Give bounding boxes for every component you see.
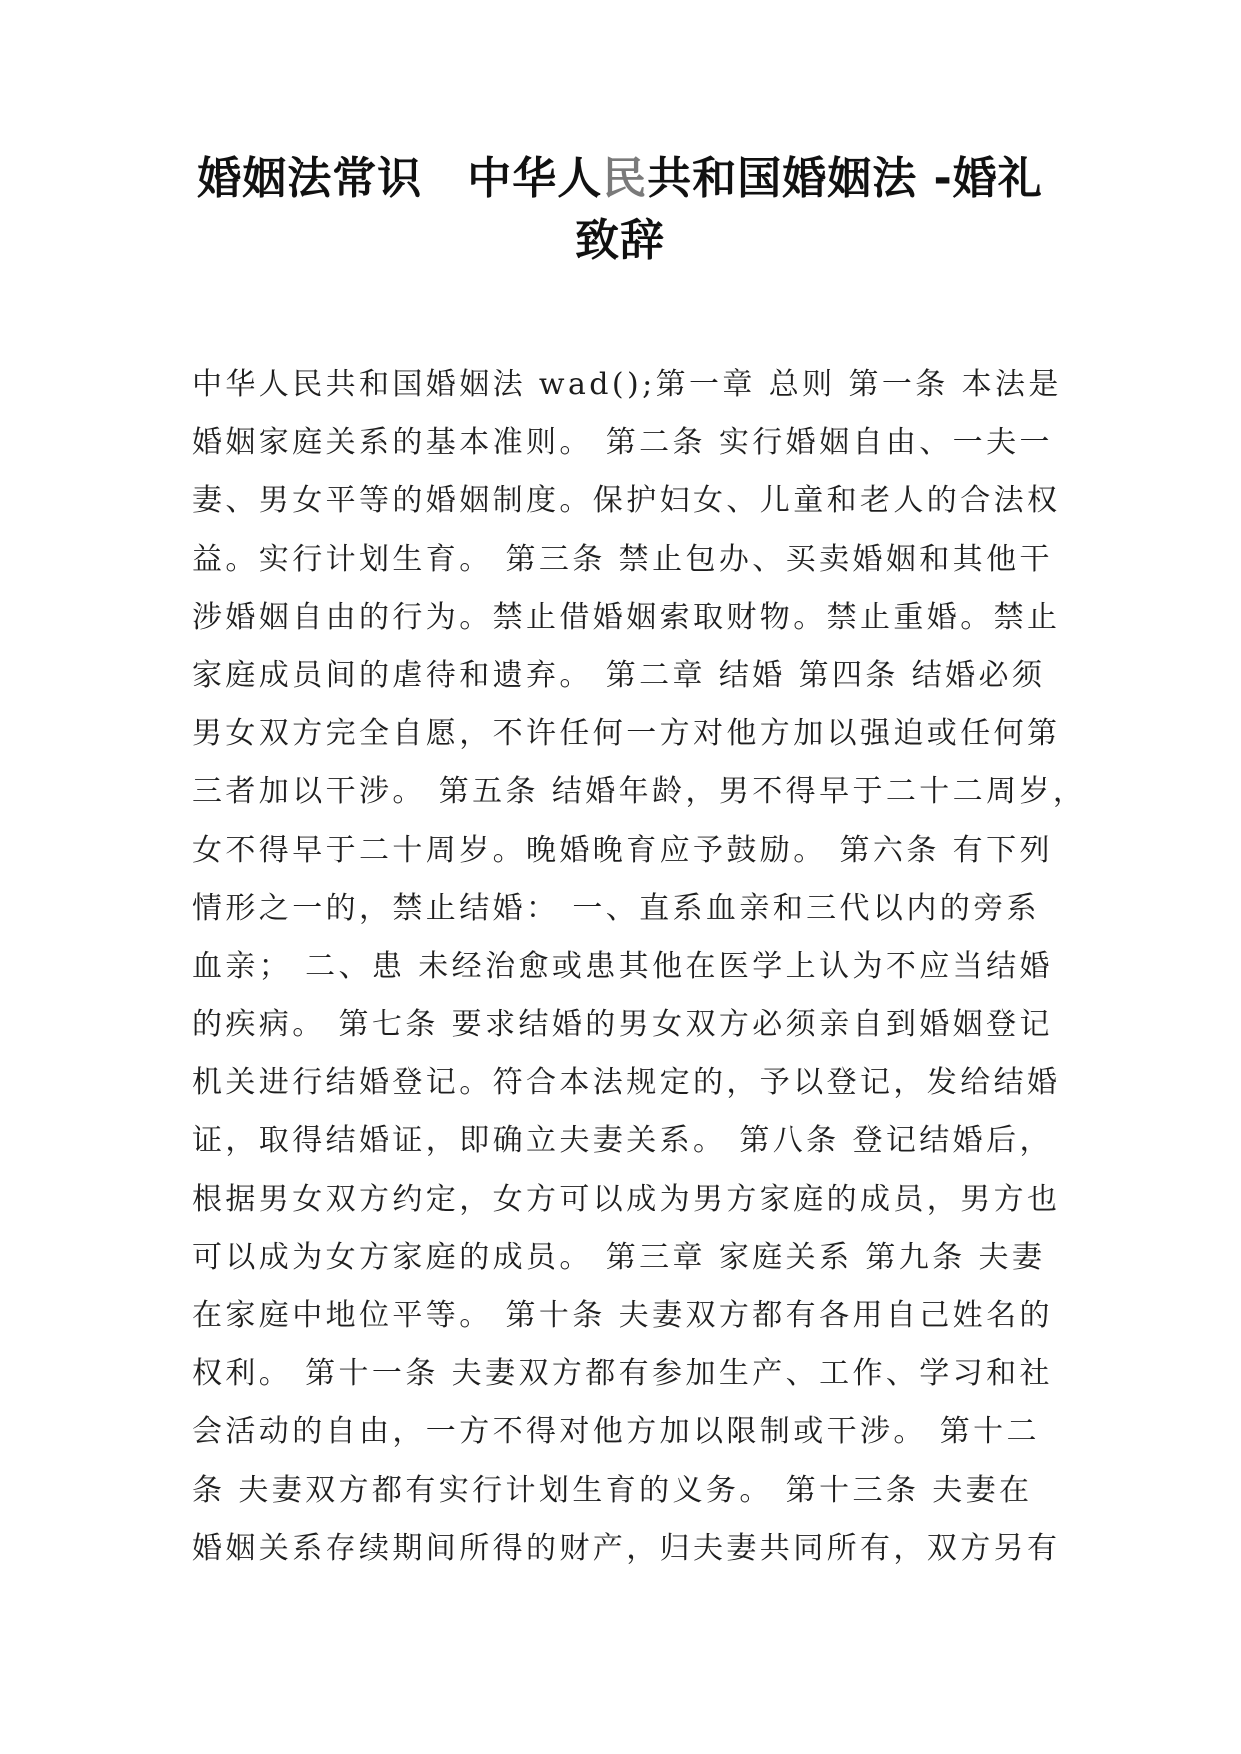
body-line: 条 夫妻双方都有实行计划生育的义务。 第十三条 夫妻在 xyxy=(192,1472,1033,1508)
body-line: 女不得早于二十周岁。晚婚晚育应予鼓励。 第六条 有下列 xyxy=(192,832,1053,868)
body-line: 可以成为女方家庭的成员。 第三章 家庭关系 第九条 夫妻 xyxy=(192,1239,1046,1275)
body-line: 的疾病。 第七条 要求结婚的男女双方必须亲自到婚姻登记 xyxy=(192,1007,1053,1043)
body-line: 三者加以干涉。 第五条 结婚年龄，男不得早于二十二周岁， xyxy=(192,774,1087,810)
body-line: 证，取得结婚证，即确立夫妻关系。 第八条 登记结婚后， xyxy=(192,1123,1053,1159)
title-line1-part-c: 共和国婚姻法 -婚礼 xyxy=(647,153,1043,204)
title-line1-faint-char: 民 xyxy=(602,153,648,204)
document-body xyxy=(192,356,1087,1578)
body-line: 权利。 第十一条 夫妻双方都有参加生产、工作、学习和社 xyxy=(192,1356,1053,1392)
body-line: 中华人民共和国婚姻法 wad();第一章 总则 第一条 本法是 xyxy=(192,367,1062,402)
body-line: 男女双方完全自愿，不许任何一方对他方加以强迫或任何第 xyxy=(192,716,1061,752)
body-line: 在家庭中地位平等。 第十条 夫妻双方都有各用自己姓名的 xyxy=(192,1298,1053,1333)
body-line: 婚姻关系存续期间所得的财产，归夫妻共同所有，双方另有 xyxy=(192,1530,1061,1566)
body-line: 血亲； 二、患 未经治愈或患其他在医学上认为不应当结婚 xyxy=(192,948,1053,984)
body-line: 机关进行结婚登记。符合本法规定的，予以登记，发给结婚 xyxy=(192,1065,1061,1101)
body-line: 根据男女双方约定，女方可以成为男方家庭的成员，男方也 xyxy=(192,1181,1061,1217)
document-title xyxy=(150,148,1090,272)
title-line2: 致辞 xyxy=(575,215,665,266)
body-line: 情形之一的，禁止结婚： 一、直系血亲和三代以内的旁系 xyxy=(192,890,1040,926)
body-line: 会活动的自由，一方不得对他方加以限制或干涉。 第十二 xyxy=(192,1414,1040,1450)
body-line: 家庭成员间的虐待和遗弃。 第二章 结婚 第四条 结婚必须 xyxy=(192,657,1046,693)
body-line: 益。实行计划生育。 第三条 禁止包办、买卖婚姻和其他干 xyxy=(192,541,1053,577)
body-line: 妻、男女平等的婚姻制度。保护妇女、儿童和老人的合法权 xyxy=(192,483,1061,519)
title-line1-part-a: 婚姻法常识 中华人 xyxy=(197,153,603,204)
body-line: 婚姻家庭关系的基本准则。 第二条 实行婚姻自由、一夫一 xyxy=(192,425,1053,461)
body-line: 涉婚姻自由的行为。禁止借婚姻索取财物。禁止重婚。禁止 xyxy=(192,599,1061,635)
